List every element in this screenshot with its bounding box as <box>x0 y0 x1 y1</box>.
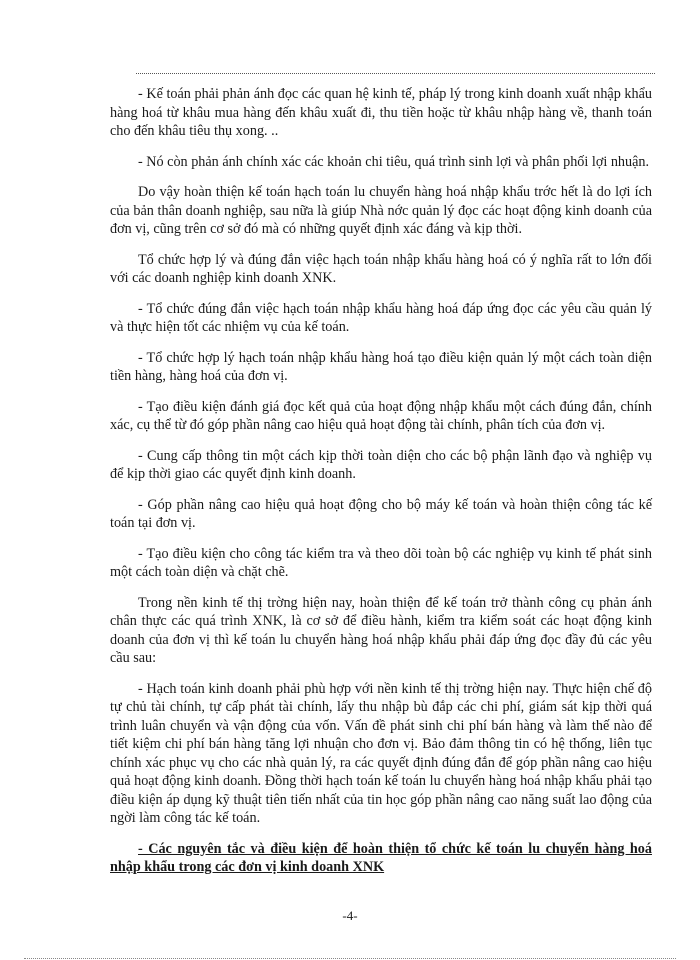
document-body <box>110 85 652 889</box>
paragraph-8: - Cung cấp thông tin một cách kịp thời toàn diện cho các bộ phận lãnh đạo và nghiệp vụ để kịp thời giao các quyết định kinh doanh. <box>110 447 652 482</box>
footer-dotted-rule <box>24 958 676 959</box>
paragraph-7: - Tạo điều kiện đánh giá đọc kết quả của hoạt động nhập khẩu một cách đúng đắn, chính xác, cụ thể từ đó góp phần nâng cao hiệu quả hoạt động tài chính, phân tích của đơn vị. <box>110 398 652 433</box>
paragraph-12: - Hạch toán kinh doanh phải phù hợp với nền kinh tế thị trờng hiện nay. Thực hiện chế độ tự chủ tài chính, tự cấp phát tài chính, lấy thu nhập bù đắp các chi phí, giám sát kịp thời quá trình luân chuyển và vận động của vốn. Vấn đề phát sinh chi phí bán hàng và làm thế nào để tiết kiệm chi phí bán hàng tăng lợi nhuận cho đơn vị. Bảo đảm thông tin có hệ thống, liên tục chính xác phục vụ cho các nhà quản lý, ra các quyết định đúng đắn để góp phần nâng cao hiệu quả hoạt động kinh doanh. Đồng thời hạch toán kế toán lu chuyển hàng hoá nhập khẩu phải tạo điều kiện áp dụng kỹ thuật tiên tiến nhất của tin học góp phần nâng cao năng suất lao động của ngời làm công tác kế toán. <box>110 680 652 826</box>
paragraph-3: Do vậy hoàn thiện kế toán hạch toán lu chuyển hàng hoá nhập khẩu trớc hết là do lợi ích của bản thân doanh nghiệp, sau nữa là giúp Nhà nớc quản lý đọc các hoạt động kinh doanh của đơn vị, cũng trên cơ sở đó mà có những quyết định xác đáng và kịp thời. <box>110 184 652 237</box>
paragraph-5: - Tổ chức đúng đắn việc hạch toán nhập khẩu hàng hoá đáp ứng đọc các yêu cầu quản lý và thực hiện tốt các nhiệm vụ của kế toán. <box>110 300 652 335</box>
paragraph-4: Tổ chức hợp lý và đúng đắn việc hạch toán nhập khẩu hàng hoá có ý nghĩa rất to lớn đối với các doanh nghiệp kinh doanh XNK. <box>110 251 652 286</box>
section-heading: - Các nguyên tắc và điều kiện để hoàn thiện tổ chức kế toán lu chuyển hàng hoá nhập khẩu trong các đơn vị kinh doanh XNK <box>110 840 652 875</box>
paragraph-2: - Nó còn phản ánh chính xác các khoản chi tiêu, quá trình sinh lợi và phân phối lợi nhuận. <box>138 153 650 170</box>
paragraph-1: - Kế toán phải phản ánh đọc các quan hệ kinh tế, pháp lý trong kinh doanh xuất nhập khẩu hàng hoá từ khâu mua hàng đến khâu xuất đi, thu tiền hoặc từ khâu nhập hàng về, thanh toán cho đến khâu tiêu thụ xong. .. <box>110 86 652 139</box>
page-number: -4- <box>342 908 358 923</box>
paragraph-9: - Góp phần nâng cao hiệu quả hoạt động cho bộ máy kế toán và hoàn thiện công tác kế toán tại đơn vị. <box>110 496 652 531</box>
paragraph-10: - Tạo điều kiện cho công tác kiểm tra và theo dõi toàn bộ các nghiệp vụ kinh tế phát sinh một cách toàn diện và chặt chẽ. <box>110 545 652 580</box>
paragraph-6: - Tổ chức hợp lý hạch toán nhập khẩu hàng hoá tạo điều kiện quản lý một cách toàn diện tiền hàng, hàng hoá của đơn vị. <box>110 349 652 384</box>
header-dotted-rule <box>136 73 655 74</box>
paragraph-11: Trong nền kinh tế thị trờng hiện nay, hoàn thiện để kế toán trở thành công cụ phản ánh chân thực các quá trình XNK, là cơ sở để điều hành, kiểm tra kiểm soát các hoạt động kinh doanh của đơn vị thì kế toán lu chuyển hàng hoá nhập khẩu phải đáp ứng đọc đầy đủ các yêu cầu sau: <box>110 594 652 666</box>
